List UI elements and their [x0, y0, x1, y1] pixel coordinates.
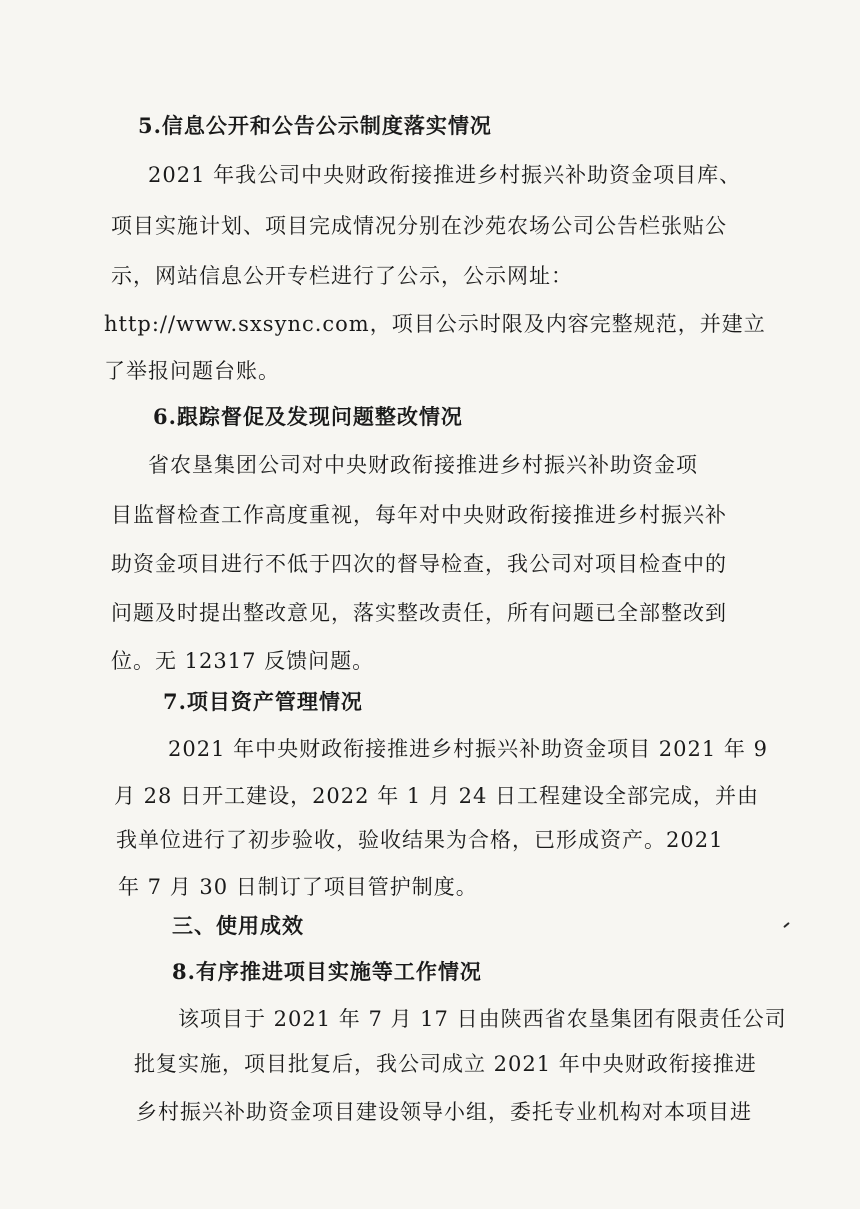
paragraph-line: 省农垦集团公司对中央财政衔接推进乡村振兴补助资金项 [148, 453, 698, 477]
paragraph-line-url: http://www.sxsync.com，项目公示时限及内容完整规范，并建立 [104, 312, 766, 336]
section-heading-7: 7.项目资产管理情况 [163, 689, 363, 714]
scan-speck [783, 922, 790, 928]
paragraph-line: 年 7 月 30 日制订了项目管护制度。 [118, 875, 478, 899]
paragraph-line: 示，网站信息公开专栏进行了公示，公示网址： [111, 264, 573, 288]
paragraph-line: 项目实施计划、项目完成情况分别在沙苑农场公司公告栏张贴公 [111, 214, 727, 238]
paragraph-line: 助资金项目进行不低于四次的督导检查，我公司对项目检查中的 [111, 552, 727, 576]
chapter-heading-3: 三、使用成效 [172, 913, 304, 938]
section-heading-8: 8.有序推进项目实施等工作情况 [172, 959, 482, 984]
paragraph-line: 我单位进行了初步验收，验收结果为合格，已形成资产。2021 [116, 828, 724, 852]
paragraph-line: 乡村振兴补助资金项目建设领导小组，委托专业机构对本项目进 [136, 1100, 752, 1124]
paragraph-line: 2021 年我公司中央财政衔接推进乡村振兴补助资金项目库、 [148, 163, 742, 187]
paragraph-line: 批复实施，项目批复后，我公司成立 2021 年中央财政衔接推进 [134, 1052, 757, 1076]
paragraph-line: 位。无 12317 反馈问题。 [111, 649, 375, 673]
paragraph-line: 问题及时提出整改意见，落实整改责任，所有问题已全部整改到 [111, 601, 727, 625]
section-heading-5: 5.信息公开和公告公示制度落实情况 [138, 113, 492, 138]
paragraph-line: 月 28 日开工建设，2022 年 1 月 24 日工程建设全部完成，并由 [114, 784, 759, 808]
paragraph-line: 该项目于 2021 年 7 月 17 日由陕西省农垦集团有限责任公司 [178, 1007, 787, 1031]
paragraph-line: 了举报问题台账。 [104, 359, 280, 383]
paragraph-line: 目监督检查工作高度重视，每年对中央财政衔接推进乡村振兴补 [111, 503, 727, 527]
paragraph-line: 2021 年中央财政衔接推进乡村振兴补助资金项目 2021 年 9 [168, 737, 768, 761]
section-heading-6: 6.跟踪督促及发现问题整改情况 [153, 404, 463, 429]
